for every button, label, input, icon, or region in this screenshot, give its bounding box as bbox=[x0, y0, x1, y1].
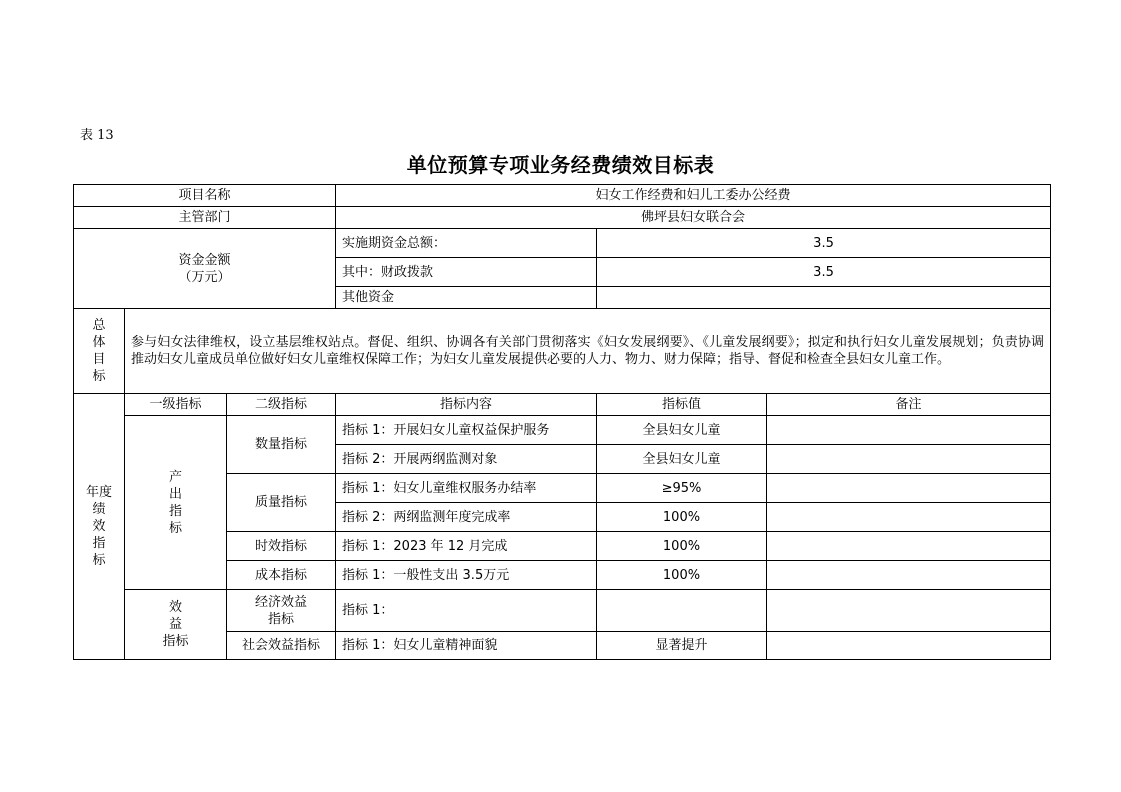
overall-goal-text: 参与妇女法律维权，设立基层维权站点。督促、组织、协调各有关部门贯彻落实《妇女发展纲要》、《儿童发展纲要》；拟定和执行妇女儿童发展规划；负责协调推动妇女儿童成员单位做好妇女儿童维权保障工作；为妇女儿童发展提供必要的人力、物力、财力保障；指导、督促和检查全县妇女儿童工作。 bbox=[125, 309, 1051, 394]
overall-goal-char: 体 bbox=[92, 335, 106, 350]
indicator-content: 指标 1： bbox=[336, 590, 597, 632]
header-level2: 二级指标 bbox=[227, 394, 336, 416]
header-value: 指标值 bbox=[597, 394, 767, 416]
document-title: 单位预算专项业务经费绩效目标表 bbox=[406, 153, 715, 177]
annual-label-line: 指 bbox=[92, 536, 106, 551]
output-label-char: 指 bbox=[168, 503, 182, 519]
indicator-content: 指标 1：一般性支出 3.5万元 bbox=[336, 561, 597, 590]
indicator-remark bbox=[767, 445, 1051, 474]
indicator-content: 指标 1：妇女儿童精神面貌 bbox=[336, 632, 597, 660]
benefit-label-char: 益 bbox=[168, 617, 182, 632]
department-label: 主管部门 bbox=[74, 207, 336, 229]
overall-goal-char: 总 bbox=[92, 318, 106, 333]
indicator-value: 显著提升 bbox=[597, 632, 767, 660]
department-row bbox=[74, 207, 1051, 229]
annual-label-line: 绩 bbox=[92, 502, 106, 517]
funds-row-total bbox=[74, 229, 1051, 258]
overall-goal-label bbox=[74, 309, 125, 394]
indicator-remark bbox=[767, 532, 1051, 561]
indicator-value: 100% bbox=[597, 532, 767, 561]
economic-benefit-label bbox=[227, 590, 336, 632]
output-label-char: 出 bbox=[168, 486, 182, 502]
output-label-char: 标 bbox=[168, 520, 182, 536]
indicator-value: 全县妇女儿童 bbox=[597, 416, 767, 445]
overall-goal-char: 目 bbox=[92, 352, 106, 367]
indicator-row bbox=[74, 416, 1051, 445]
header-remark: 备注 bbox=[767, 394, 1051, 416]
header-content: 指标内容 bbox=[336, 394, 597, 416]
output-indicator-label bbox=[125, 416, 227, 590]
department-value: 佛坪县妇女联合会 bbox=[336, 207, 1051, 229]
indicator-value: 全县妇女儿童 bbox=[597, 445, 767, 474]
output-label-char: 产 bbox=[168, 469, 182, 485]
indicator-row bbox=[74, 590, 1051, 632]
performance-target-table bbox=[73, 184, 1051, 660]
annual-label-line: 年度 bbox=[85, 485, 112, 500]
indicator-content: 指标 1：开展妇女儿童权益保护服务 bbox=[336, 416, 597, 445]
indicator-content: 指标 1：2023 年 12 月完成 bbox=[336, 532, 597, 561]
indicator-value: 100% bbox=[597, 503, 767, 532]
funds-fiscal-label: 其中：财政拨款 bbox=[336, 258, 597, 287]
annual-indicator-label bbox=[74, 394, 125, 660]
benefit-label-char: 效 bbox=[168, 600, 182, 615]
indicator-value bbox=[597, 590, 767, 632]
annual-label-line: 标 bbox=[92, 553, 106, 568]
indicator-remark bbox=[767, 474, 1051, 503]
economic-label-line2: 指标 bbox=[267, 611, 294, 627]
indicator-content: 指标 1：妇女儿童维权服务办结率 bbox=[336, 474, 597, 503]
funds-label-line1: 资金金额 bbox=[178, 252, 231, 268]
indicator-value: ≥95% bbox=[597, 474, 767, 503]
indicator-remark bbox=[767, 590, 1051, 632]
indicator-content: 指标 2：两纲监测年度完成率 bbox=[336, 503, 597, 532]
project-name-row bbox=[74, 185, 1051, 207]
social-benefit-label: 社会效益指标 bbox=[227, 632, 336, 660]
project-name-value: 妇女工作经费和妇儿工委办公经费 bbox=[336, 185, 1051, 207]
indicator-remark bbox=[767, 561, 1051, 590]
timeliness-indicator-label: 时效指标 bbox=[227, 532, 336, 561]
overall-goal-row bbox=[74, 309, 1051, 394]
project-name-label: 项目名称 bbox=[74, 185, 336, 207]
funds-total-label: 实施期资金总额： bbox=[336, 229, 597, 258]
funds-label-line2: （万元） bbox=[178, 269, 231, 285]
indicator-header-row bbox=[74, 394, 1051, 416]
funds-other-label: 其他资金 bbox=[336, 287, 597, 309]
indicator-content: 指标 2：开展两纲监测对象 bbox=[336, 445, 597, 474]
indicator-remark bbox=[767, 416, 1051, 445]
indicator-value: 100% bbox=[597, 561, 767, 590]
benefit-label-char: 指标 bbox=[162, 634, 189, 649]
indicator-remark bbox=[767, 503, 1051, 532]
cost-indicator-label: 成本指标 bbox=[227, 561, 336, 590]
funds-total-value: 3.5 bbox=[597, 229, 1051, 258]
indicator-remark bbox=[767, 632, 1051, 660]
benefit-indicator-label bbox=[125, 590, 227, 660]
header-level1: 一级指标 bbox=[125, 394, 227, 416]
quality-indicator-label: 质量指标 bbox=[227, 474, 336, 532]
funds-other-value bbox=[597, 287, 1051, 309]
funds-amount-label bbox=[74, 229, 336, 309]
table-number-label: 表 13 bbox=[80, 128, 114, 143]
overall-goal-char: 标 bbox=[92, 369, 106, 384]
funds-fiscal-value: 3.5 bbox=[597, 258, 1051, 287]
quantity-indicator-label: 数量指标 bbox=[227, 416, 336, 474]
economic-label-line1: 经济效益 bbox=[254, 594, 307, 610]
annual-label-line: 效 bbox=[92, 519, 106, 534]
